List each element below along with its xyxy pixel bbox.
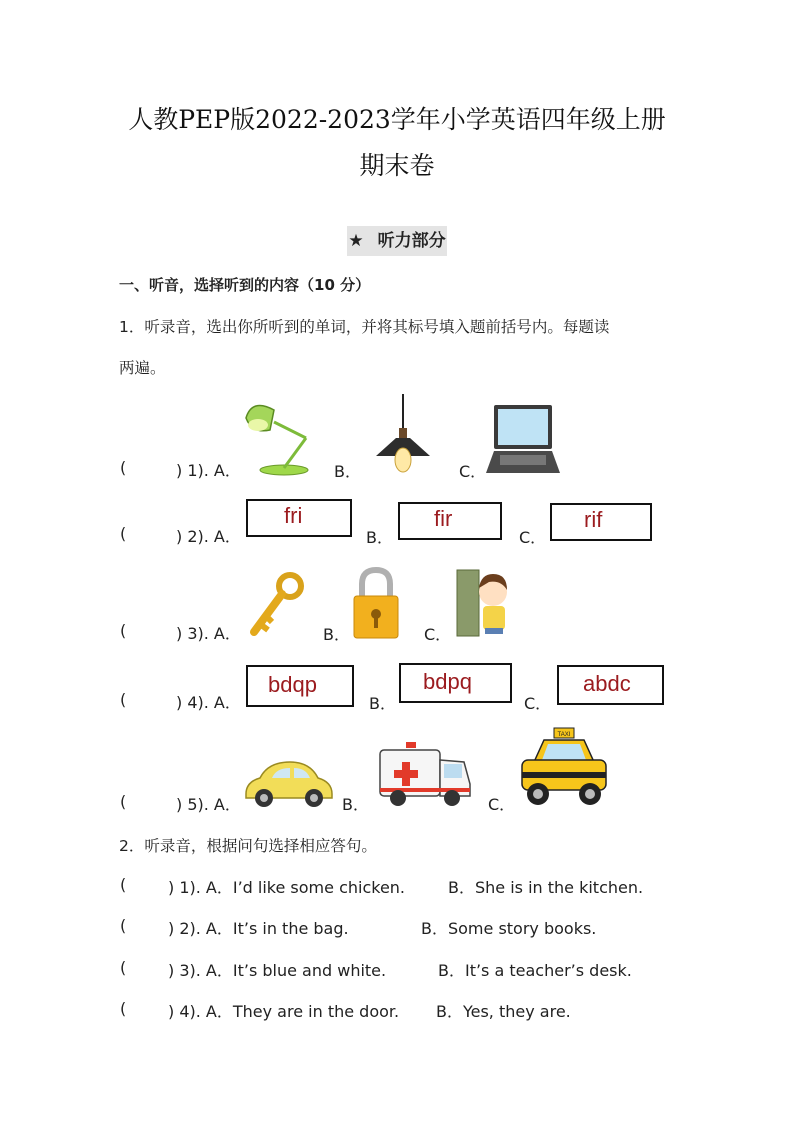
taxi-icon (518, 728, 610, 810)
option-b-label: B． (334, 462, 361, 481)
option-b-label: B． (323, 625, 350, 644)
question-number: ) 5). A． (176, 795, 241, 814)
part2-item-2 (120, 916, 680, 938)
option-c-label: C． (424, 625, 452, 644)
word-box-a: bdqp (246, 665, 354, 707)
option-c-label: C． (488, 795, 516, 814)
answer-paren-open[interactable]: ( (120, 916, 127, 935)
boy-at-door-icon (455, 568, 511, 638)
ceiling-lamp-icon (372, 394, 434, 476)
answer-paren-open[interactable]: ( (120, 690, 127, 709)
answer-paren-open[interactable]: ( (120, 524, 127, 543)
option-b-text: B．Yes, they are. (436, 1002, 571, 1021)
word-box-c: abdc (557, 665, 664, 705)
part2-item-4 (120, 999, 680, 1021)
part2-instruction: 2．听录音，根据问句选择相应答句。 (119, 837, 377, 855)
question-row-2 (120, 524, 241, 546)
option-c-label: C． (519, 528, 547, 547)
part2-item-3 (120, 958, 680, 980)
option-b-text: B．It’s a teacher’s desk. (438, 961, 632, 980)
question-number: ) 4). A． (176, 693, 241, 712)
option-b-text: B．Some story books. (421, 919, 597, 938)
part1-heading: 一、听音，选择听到的内容（10 分） (119, 276, 371, 294)
laptop-icon (486, 403, 560, 477)
option-a-text: ) 1). A．I’d like some chicken. (168, 878, 406, 897)
option-a-text: ) 2). A．It’s in the bag. (168, 919, 349, 938)
padlock-icon (352, 566, 400, 640)
option-b-label: B． (369, 694, 396, 713)
question-row-3 (120, 621, 241, 643)
part1-instruction-line1: 1．听录音，选出你所听到的单词，并将其标号填入题前括号内。每题读 (119, 318, 610, 336)
word-box-a: fri (246, 499, 352, 537)
option-b-text: B．She is in the kitchen. (448, 878, 644, 897)
word-box-c: rif (550, 503, 652, 541)
option-a-text: ) 4). A．They are in the door. (168, 1002, 400, 1021)
word-box-b: fir (398, 502, 502, 540)
question-number: ) 2). A． (176, 527, 241, 546)
option-b-label: B． (366, 528, 393, 547)
question-row-1 (120, 458, 241, 480)
ambulance-icon (372, 738, 476, 810)
answer-paren-open[interactable]: ( (120, 958, 127, 977)
desk-lamp-icon (244, 400, 314, 476)
option-b-label: B． (342, 795, 369, 814)
question-number: ) 3). A． (176, 624, 241, 643)
taxi-sign-text: TAXI (557, 732, 571, 738)
question-row-5 (120, 792, 241, 814)
answer-paren-open[interactable]: ( (120, 458, 127, 477)
answer-paren-open[interactable]: ( (120, 792, 127, 811)
option-c-label: C． (459, 462, 487, 481)
word-box-b: bdpq (399, 663, 512, 703)
yellow-beetle-car-icon (242, 756, 334, 810)
page-title-line1: 人教PEP版2022-2023学年小学英语四年级上册 (128, 105, 666, 134)
option-a-text: ) 3). A．It’s blue and white. (168, 961, 387, 980)
part2-item-1 (120, 875, 680, 897)
section-label: 听力部分 (377, 231, 446, 251)
section-heading (347, 226, 447, 256)
question-number: ) 1). A． (176, 461, 241, 480)
option-c-label: C． (524, 694, 552, 713)
star-icon: ★ (348, 231, 364, 251)
page-title-line2: 期末卷 (359, 151, 435, 180)
answer-paren-open[interactable]: ( (120, 621, 127, 640)
answer-paren-open[interactable]: ( (120, 875, 127, 894)
key-icon (246, 572, 304, 640)
question-row-4 (120, 690, 241, 712)
answer-paren-open[interactable]: ( (120, 999, 127, 1018)
part1-instruction-line2: 两遍。 (119, 359, 166, 377)
